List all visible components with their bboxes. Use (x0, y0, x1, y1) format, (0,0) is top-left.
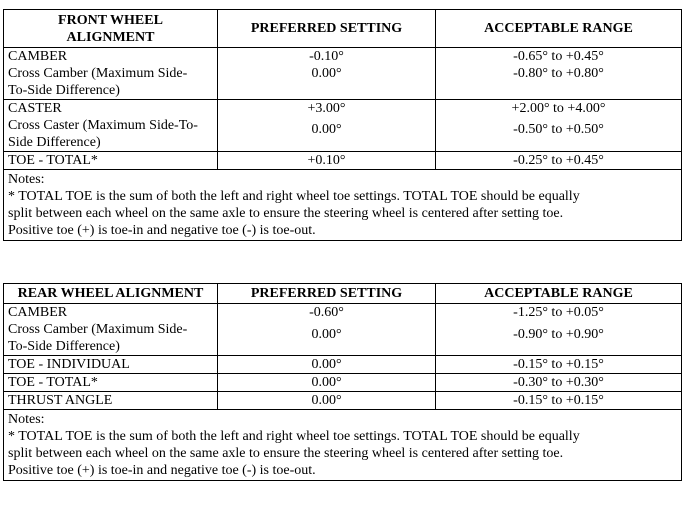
table-row (4, 392, 682, 410)
header-preferred-setting: PREFERRED SETTING (218, 10, 436, 48)
header-preferred-setting: PREFERRED SETTING (218, 284, 436, 304)
rear-wheel-alignment-table (3, 283, 682, 481)
row-label: THRUST ANGLE (4, 392, 218, 410)
notes-cell: Notes: * TOTAL TOE is the sum of both the left and right wheel toe settings. TOTAL TOE should be equally split between each wheel on the same axle to ensure the steering wheel is centered after setting toe. Positive toe (+) is toe-in and negative toe (-) is toe-out. (4, 170, 682, 241)
row-label: TOE - TOTAL* (4, 374, 218, 392)
preferred-cell: 0.00° (218, 356, 436, 374)
row-label: CASTER Cross Caster (Maximum Side-To- Side Difference) (4, 100, 218, 152)
range-cell: -0.15° to +0.15° (436, 356, 682, 374)
range-cell: -0.25° to +0.45° (436, 152, 682, 170)
row-label: CAMBER Cross Camber (Maximum Side- To-Side Difference) (4, 48, 218, 100)
table-row (4, 152, 682, 170)
header-acceptable-range: ACCEPTABLE RANGE (436, 284, 682, 304)
range-cell: -0.30° to +0.30° (436, 374, 682, 392)
preferred-cell: +3.00° 0.00° (218, 100, 436, 152)
preferred-cell: -0.10° 0.00° (218, 48, 436, 100)
table-header-row (4, 10, 682, 48)
notes-cell: Notes: * TOTAL TOE is the sum of both the left and right wheel toe settings. TOTAL TOE should be equally split between each wheel on the same axle to ensure the steering wheel is centered after setting toe. Positive toe (+) is toe-in and negative toe (-) is toe-out. (4, 410, 682, 481)
row-label: TOE - INDIVIDUAL (4, 356, 218, 374)
table-row (4, 48, 682, 100)
row-label: TOE - TOTAL* (4, 152, 218, 170)
row-label: CAMBER Cross Camber (Maximum Side- To-Side Difference) (4, 304, 218, 356)
table-row (4, 374, 682, 392)
preferred-cell: +0.10° (218, 152, 436, 170)
table-header-row (4, 284, 682, 304)
header-rear-wheel-alignment: REAR WHEEL ALIGNMENT (4, 284, 218, 304)
range-cell: -0.15° to +0.15° (436, 392, 682, 410)
front-wheel-alignment-table (3, 9, 682, 241)
header-front-wheel-alignment: FRONT WHEEL ALIGNMENT (4, 10, 218, 48)
preferred-cell: 0.00° (218, 392, 436, 410)
table-row (4, 304, 682, 356)
range-cell: -1.25° to +0.05° -0.90° to +0.90° (436, 304, 682, 356)
notes-row (4, 410, 682, 481)
table-row (4, 100, 682, 152)
range-cell: -0.65° to +0.45° -0.80° to +0.80° (436, 48, 682, 100)
notes-row (4, 170, 682, 241)
preferred-cell: -0.60° 0.00° (218, 304, 436, 356)
header-acceptable-range: ACCEPTABLE RANGE (436, 10, 682, 48)
table-row (4, 356, 682, 374)
preferred-cell: 0.00° (218, 374, 436, 392)
range-cell: +2.00° to +4.00° -0.50° to +0.50° (436, 100, 682, 152)
